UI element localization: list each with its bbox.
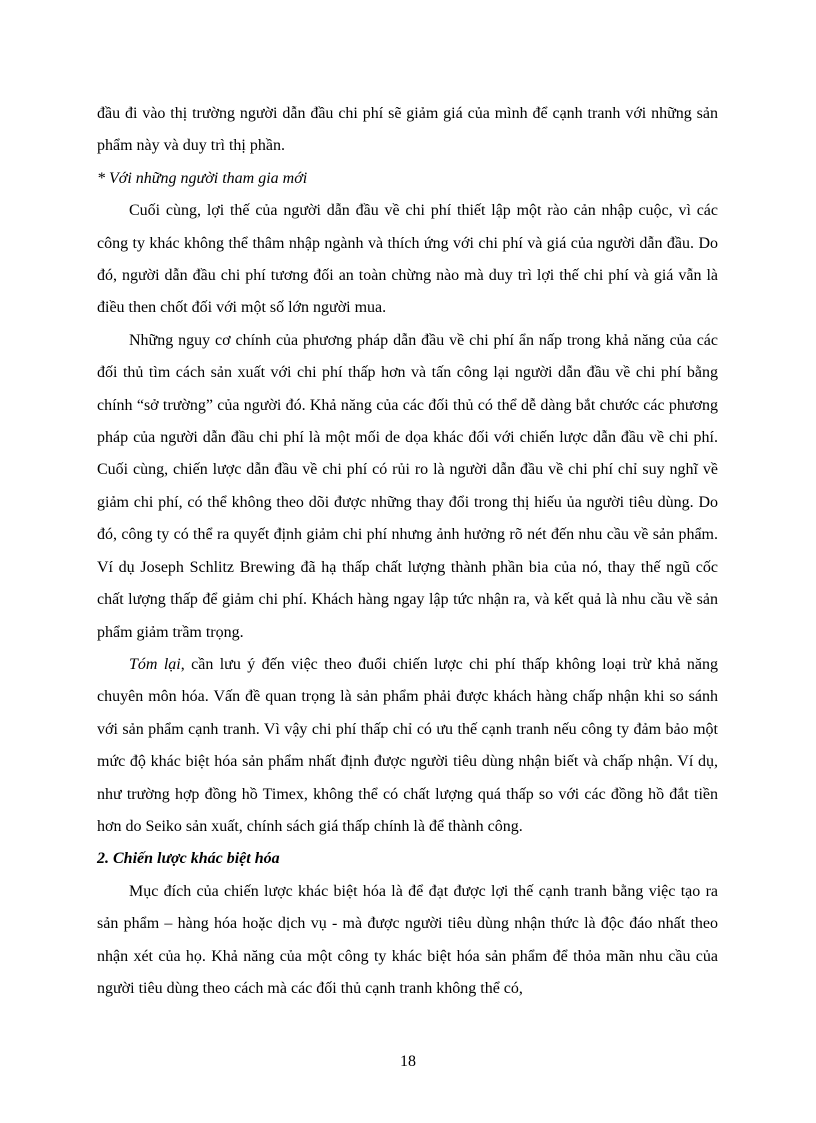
page-number: 18 — [400, 1053, 416, 1070]
summary-lead: Tóm lại — [129, 655, 181, 673]
subheading-new-entrants: * Với những người tham gia mới — [97, 169, 308, 187]
paragraph-continuation: đầu đi vào thị trường người dẫn đầu chi phí sẽ giảm giá của mình để cạnh tranh với những sản phẩm này và duy trì thị phần. — [97, 105, 718, 155]
paragraph-cost-leadership-risks: Những nguy cơ chính của phương pháp dẫn đầu về chi phí ẩn nấp trong khả năng của các đối thủ tìm cách sản xuất với chi phí thấp hơn và tấn công lại người dẫn đầu về chi phí bằng chính “sở trường” của người đó. Khả năng của các đối thủ có thể dễ dàng bắt chước các phương pháp của người dẫn đầu chi phí là một mối de dọa khác đối với chiến lược dẫn đầu về chi phí. Cuối cùng, chiến lược dẫn đầu về chi phí có rủi ro là người dẫn đầu về chi phí chỉ suy nghĩ về giảm chi phí, có thể không theo dõi được những thay đổi trong thị hiếu ủa người tiêu dùng. Do đó, công ty có thể ra quyết định giảm chi phí nhưng ảnh hưởng rõ nét đến nhu cầu về sản phẩm. Ví dụ Joseph Schlitz Brewing đã hạ thấp chất lượng thành phần bia của nó, thay thế ngũ cốc chất lượng thấp để giảm chi phí. Khách hàng ngay lập tức nhận ra, và kết quả là nhu cầu về sản phẩm giảm trầm trọng. — [97, 331, 718, 641]
section-heading-differentiation: 2. Chiến lược khác biệt hóa — [97, 850, 280, 868]
document-body — [97, 98, 718, 1005]
paragraph-summary — [97, 649, 718, 843]
summary-text: , cần lưu ý đến việc theo đuổi chiến lược chi phí thấp không loại trừ khả năng chuyên môn hóa. Vấn đề quan trọng là sản phẩm phải được khách hàng chấp nhận khi so sánh với sản phẩm cạnh tranh. Vì vậy chi phí thấp chỉ có ưu thế cạnh tranh nếu công ty đảm bảo một mức độ khác biệt hóa sản phẩm nhất định được người tiêu dùng nhận biết và chấp nhận. Ví dụ, như trường hợp đồng hồ Timex, không thể có chất lượng quá thấp so với các đồng hồ đắt tiền hơn do Seiko sản xuất, chính sách giá thấp chính là để thành công. — [97, 655, 719, 835]
paragraph-differentiation-purpose: Mục đích của chiến lược khác biệt hóa là để đạt được lợi thế cạnh tranh bằng việc tạo ra sản phẩm – hàng hóa hoặc dịch vụ - mà được người tiêu dùng nhận thức là độc đáo nhất theo nhận xét của họ. Khả năng của một công ty khác biệt hóa sản phẩm để thỏa mãn nhu cầu của người tiêu dùng theo cách mà các đối thủ cạnh tranh không thể có, — [97, 882, 718, 997]
paragraph-entry-barrier: Cuối cùng, lợi thế của người dẫn đầu về chi phí thiết lập một rào cản nhập cuộc, vì các công ty khác không thể thâm nhập ngành và thích ứng với chi phí và giá của người dẫn đầu. Do đó, người dẫn đầu chi phí tương đối an toàn chừng nào mà duy trì lợi thế chi phí và giá vẫn là điều then chốt đối với một số lớn người mua. — [97, 202, 718, 317]
